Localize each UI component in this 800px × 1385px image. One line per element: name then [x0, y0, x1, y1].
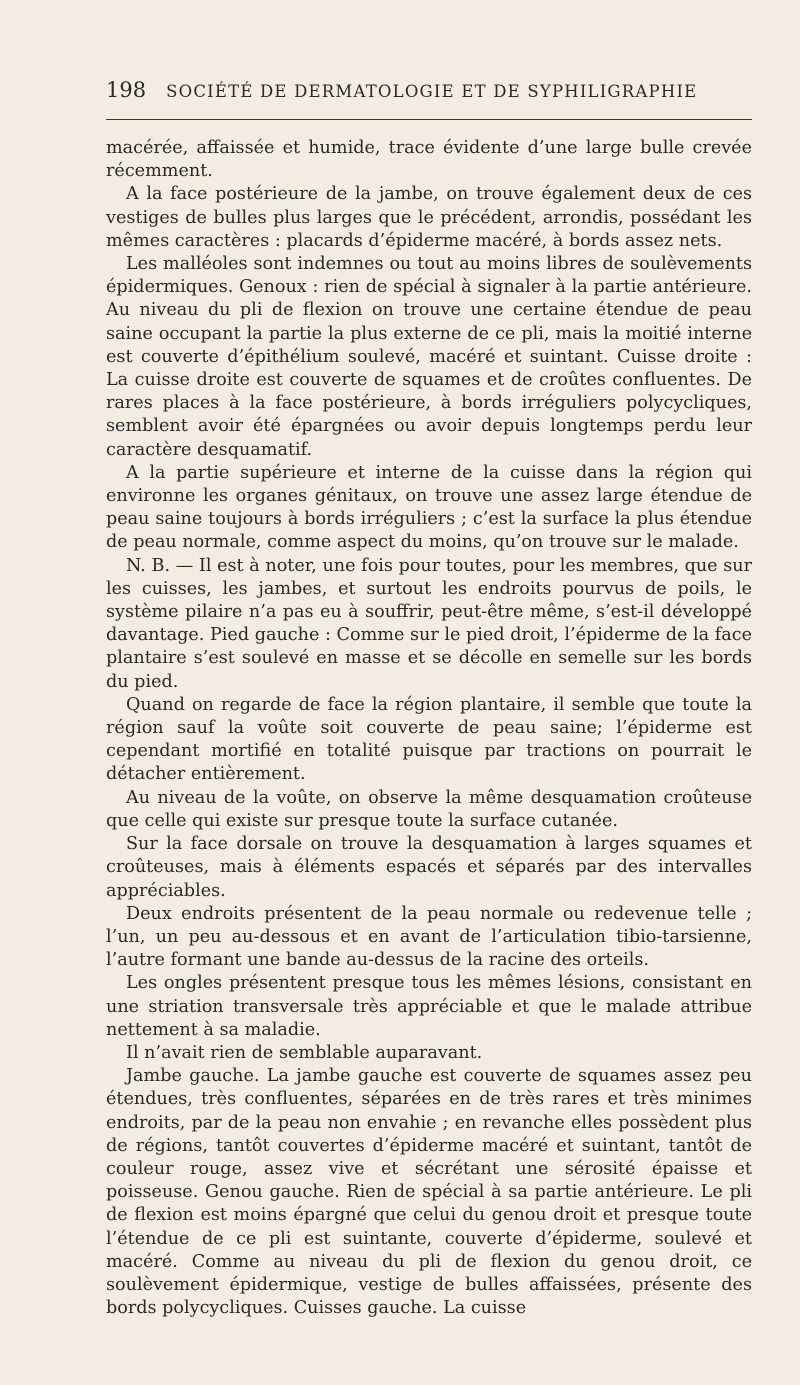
paragraph: macérée, affaissée et humide, trace évidente d’une large bulle crevée récemment.	[106, 138, 752, 182]
paragraph: N. B. — Il est à noter, une fois pour toutes, pour les membres, que sur les cuisses, les jambes, et surtout les endroits pourvus de poils, le système pilaire n’a pas eu à souffrir, peut-être même, s’est-il développé davantage. Pied gauche : Comme sur le pied droit, l’épiderme de la face plantaire s’est soulevé en masse et se décolle en semelle sur les bords du pied.	[106, 555, 752, 692]
paragraph: Il n’avait rien de semblable auparavant.	[126, 1042, 483, 1063]
paragraph: Sur la face dorsale on trouve la desquamation à larges squames et croûteuses, mais à éléments espacés et séparés par des intervalles appréciables.	[106, 834, 752, 901]
running-header	[106, 78, 756, 102]
running-head-title: SOCIÉTÉ DE DERMATOLOGIE ET DE SYPHILIGRAPHIE	[166, 82, 698, 101]
page-number: 198	[106, 78, 147, 102]
header-rule	[106, 119, 752, 120]
paragraph: A la partie supérieure et interne de la cuisse dans la région qui environne les organes génitaux, on trouve une assez large étendue de peau saine toujours à bords irréguliers ; c’est la surface la plus étendue de peau normale, comme aspect du moins, qu’on trouve sur le malade.	[106, 462, 752, 553]
body-text	[106, 137, 752, 1320]
paragraph: Les malléoles sont indemnes ou tout au moins libres de soulèvements épidermiques. Genoux : rien de spécial à signaler à la partie antérieure. Au niveau du pli de flexion on trouve une certaine étendue de peau saine occupant la partie la plus externe de ce pli, mais la moitié interne est couverte d’épithélium soulevé, macéré et suintant. Cuisse droite : La cuisse droite est couverte de squames et de croûtes confluentes. De rares places à la face postérieure, à bords irréguliers polycycliques, semblent avoir été épargnées ou avoir depuis longtemps perdu leur caractère desquamatif.	[106, 254, 752, 460]
paragraph: Deux endroits présentent de la peau normale ou redevenue telle ; l’un, un peu au-dessous et en avant de l’articulation tibio-tarsienne, l’autre formant une bande au-dessus de la racine des orteils.	[106, 903, 752, 971]
paragraph: Quand on regarde de face la région plantaire, il semble que toute la région sauf la voûte soit couverte de peau saine; l’épiderme est cependant mortifié en totalité puisque par tractions on pourrait le détacher entièrement.	[106, 694, 752, 785]
paragraph: Au niveau de la voûte, on observe la même desquamation croûteuse que celle qui existe sur presque toute la surface cutanée.	[106, 787, 752, 831]
paragraph: Jambe gauche. La jambe gauche est couverte de squames assez peu étendues, très confluentes, séparées en de très rares et très minimes endroits, par de la peau non envahie ; en revanche elles possèdent plus de régions, tantôt couvertes d’épiderme macéré et suintant, tantôt de couleur rouge, assez vive et sécrétant une sérosité épaisse et poisseuse. Genou gauche. Rien de spécial à sa partie antérieure. Le pli de flexion est moins épargné que celui du genou droit et presque toute l’étendue de ce pli est suintante, couverte d’épiderme, soulevé et macéré. Comme au niveau du pli de flexion du genou droit, ce soulèvement épidermique, vestige de bulles affaissées, présente des bords polycycliques. Cuisses gauche. La cuisse	[106, 1066, 752, 1319]
paragraph: Les ongles présentent presque tous les mêmes lésions, consistant en une striation transversale très appréciable et que le malade attribue nettement à sa maladie.	[106, 973, 752, 1040]
paragraph: A la face postérieure de la jambe, on trouve également deux de ces vestiges de bulles plus larges que le précédent, arrondis, possédant les mêmes caractères : placards d’épiderme macéré, à bords assez nets.	[106, 184, 752, 251]
